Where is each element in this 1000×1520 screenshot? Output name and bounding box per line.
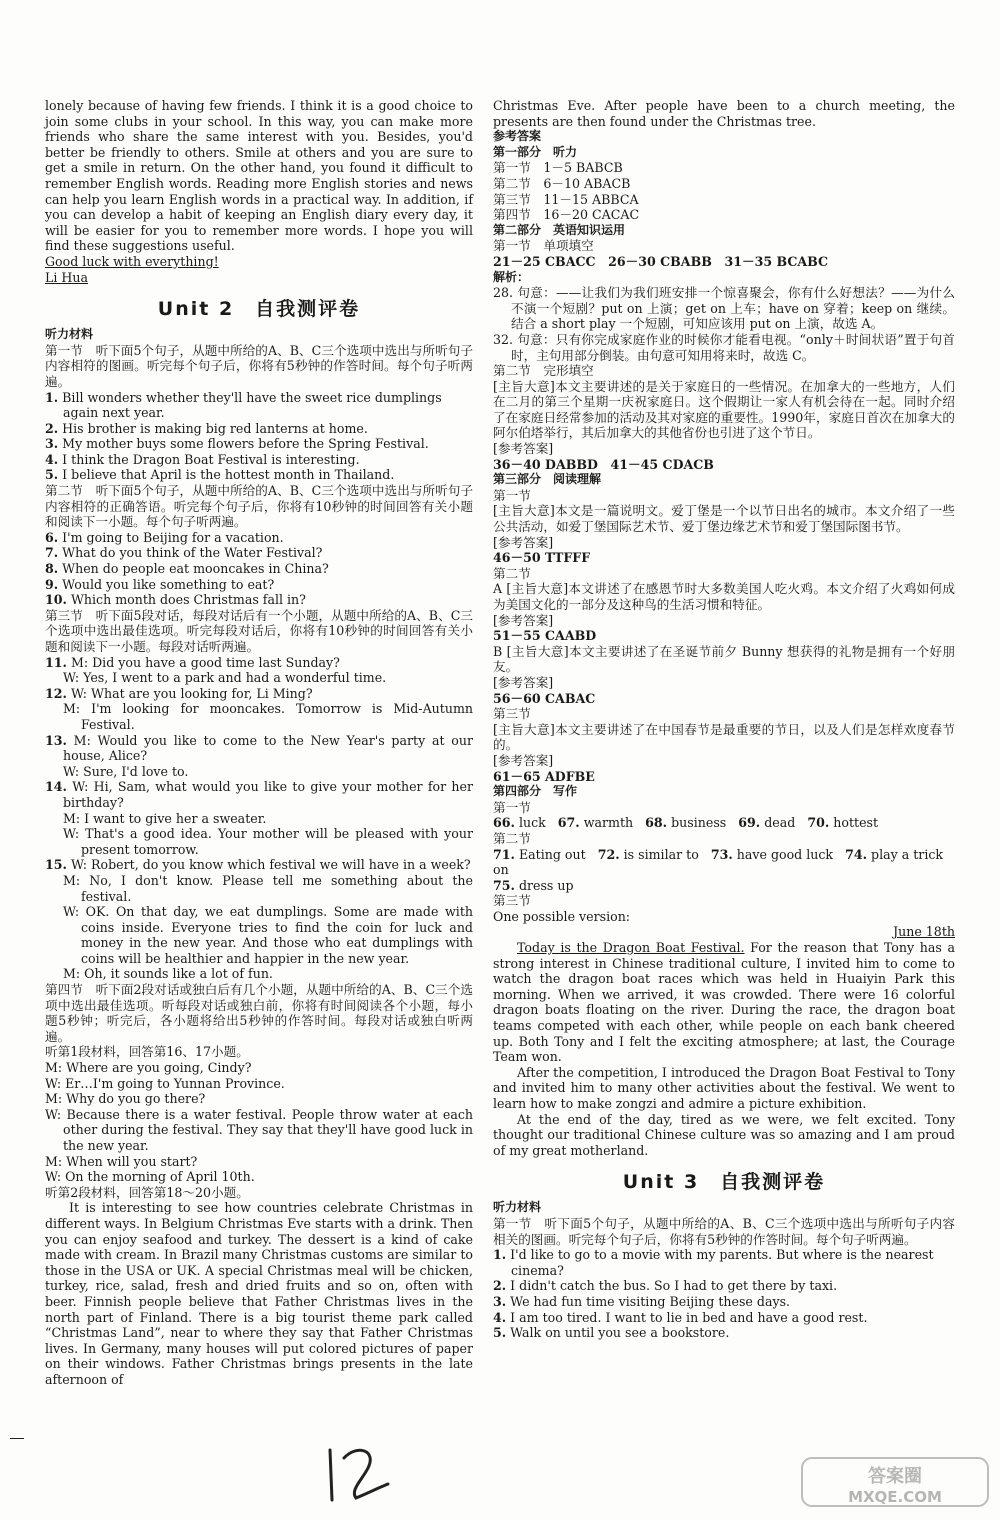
section-label: 第三节 <box>493 706 531 722</box>
left-column <box>45 98 473 1388</box>
answer-line: 第三节 11－15 ABBCA <box>493 191 639 207</box>
dialog-line: W: Because there is a water festival. People throw water at each other during the festival. They say that they'll have good luck in the new year. <box>45 1106 473 1153</box>
cloze-answers: 36－40 DABBD 41－45 CDACB <box>493 456 714 472</box>
section-label: 第一节 <box>493 799 531 815</box>
listening-header: 听力材料 <box>493 1200 542 1215</box>
dialog-line: 11. M: Did you have a good time last Sunday? <box>45 654 340 670</box>
dialog-line: M: I'm looking for mooncakes. Tomorrow is Mid-Autumn Festival. <box>63 701 473 732</box>
readingB-answers: 56－60 CABAC <box>493 690 596 706</box>
handwritten-page-number <box>322 1440 402 1510</box>
dialog-line: 12. W: What are you looking for, Li Ming? <box>45 685 313 701</box>
dialog-line: W: Sure, I'd love to. <box>63 763 189 779</box>
material1-dialog <box>45 1060 473 1185</box>
list-item: 2. I didn't catch the bus. So I had to get there by taxi. <box>493 1278 838 1294</box>
dialog-line: M: Why do you go there? <box>45 1091 206 1107</box>
part-writing: 第四部分 写作 <box>493 784 578 799</box>
reading3-main-idea: [主旨大意]本文主要讲述了在中国春节是最重要的节日，以及人们是怎样欢度春节的。 <box>493 721 955 753</box>
list-item: 4. I think the Dragon Boat Festival is interesting. <box>45 451 360 467</box>
part2-list <box>45 530 473 608</box>
letter-body: lonely because of having few friends. I think it is a good choice to join some clubs in your school. In this way, you can make more friends who share the same interest with you. Besides, you'd better be friendly to others. Smile at others and you are sure to get a smile in return. On the other hand, you found it difficult to remember English words. Reading more English stories and news can help you learn English words in a practical way. In addition, if you can develop a habit of keeping an English diary every day, it will be easier for you to remember more words. I hope you will find these suggestions useful. <box>45 98 473 254</box>
dialog-line: 14. W: Hi, Sam, what would you like to give your mother for her birthday? <box>45 779 473 810</box>
list-item: 6. I'm going to Beijing for a vacation. <box>45 529 284 545</box>
list-item: 5. I believe that April is the hottest month in Thailand. <box>45 467 395 483</box>
answer-line: 第二节 6－10 ABACB <box>493 175 631 191</box>
dialog-line: W: On the morning of April 10th. <box>45 1169 255 1185</box>
dialog-line: M: When will you start? <box>45 1153 198 1169</box>
version-label: One possible version: <box>493 908 631 924</box>
essay-paragraph: Today is the Dragon Boat Festival. For the reason that Tony has a strong interest in Chinese traditional culture, I invited him to come to watch the dragon boat races which was held in Huaiyin Park this morning. When we arrived, it was crowded. There were 16 colorful dragon boats floating on the river. During the race, the dragon boat teams competed with each other, while people on each bank cheered up. Both Tony and I felt the exciting atmosphere; at last, the Courage Team won. <box>493 940 955 1065</box>
part1-instructions: 第一节 听下面5个句子，从题中所给的A、B、C三个选项中选出与所听句子内容相符的图画。听完每个句子后，你将有5秒钟的作答时间。每个句子听两遍。 <box>45 342 473 389</box>
list-item: 10. Which month does Christmas fall in? <box>45 592 306 608</box>
reading3-answers: 61－65 ADFBE <box>493 768 595 784</box>
dialog-line: M: No, I don't know. Please tell me something about the festival. <box>63 872 473 904</box>
cloze-main-idea: [主旨大意]本文主要讲述的是关于家庭日的一些情况。在加拿大的一些地方，人们在二月的第三个星期一庆祝家庭日。这个假期让一家人有机会待在一起。同时介绍了在家庭日经常参加的活动及其对家庭的重要性。1990年，家庭日首次在加拿大的阿尔伯塔举行，其后加拿大的其他省份也引进了这个节日。 <box>493 378 955 441</box>
mc-answers: 21－25 CBACC 26－30 CBABB 31－35 BCABC <box>493 253 829 269</box>
section-label: 第二节 完形填空 <box>493 363 594 379</box>
note-32: 32. 句意：只有你完成家庭作业的时候你才能看电视。“only＋时间状语”置于句首时，主句用部分倒装。由句意可知用将来时，故选 C。 <box>493 331 955 363</box>
readingA-main-idea: A [主旨大意]本文讲述了在感恩节时大多数美国人吃火鸡。本文介绍了火鸡如何成为美国文化的一部分及这种鸟的生活习惯和特征。 <box>493 581 955 612</box>
list-item: 2. His brother is making big red lanterns at home. <box>45 420 368 436</box>
essay-paragraph: At the end of the day, tired as we were, we felt excited. Tony thought our traditional Chinese culture was so amazing and I am proud of my great motherland. <box>493 1111 955 1158</box>
part4-instructions: 第四节 听下面2段对话或独白后有几个小题，从题中所给的A、B、C三个选项中选出最佳选项。听每段对话或独白前，你将有时间阅读各个小题，每小题5秒钟；听完后，各小题将给出5秒钟的作答时间。每段对话或独白听两遍。 <box>45 982 473 1044</box>
dialog-line: W: Er…I'm going to Yunnan Province. <box>45 1075 285 1091</box>
section-label: 第三节 <box>493 893 531 909</box>
part1-list <box>45 390 473 484</box>
list-item: 3. We had fun time visiting Beijing these days. <box>493 1293 791 1309</box>
part-listening: 第一部分 听力 <box>493 144 578 159</box>
list-item: 1. I'd like to go to a movie with my parents. But where is the nearest cinema? <box>493 1247 934 1278</box>
dialog-line: 13. M: Would you like to come to the New Year's party at our house, Alice? <box>45 732 473 764</box>
dialog-line: 15. W: Robert, do you know which festival we will have in a week? <box>45 857 471 873</box>
material2-header: 听第2段材料，回答第18～20小题。 <box>45 1184 249 1200</box>
answers-header: 参考答案 <box>493 129 542 144</box>
list-item: 5. Walk on until you see a bookstore. <box>493 1325 730 1341</box>
list-item: 7. What do you think of the Water Festival? <box>45 545 323 561</box>
dialog-line: W: That's a good idea. Your mother will be pleased with your present tomorrow. <box>63 826 473 857</box>
part-reading: 第三部分 阅读理解 <box>493 472 602 487</box>
ref-answer-label: [参考答案] <box>493 534 554 550</box>
part2-instructions: 第二节 听下面5个句子，从题中所给的A、B、C三个选项中选出与所听句子内容相符的正确答语。听完每个句子后，你将有10秒钟的时间回答有关小题和阅读下一小题。每个句子听两遍。 <box>45 483 473 530</box>
dialog-line: M: I want to give her a sweater. <box>63 810 267 826</box>
dialog-line: M: Where are you going, Cindy? <box>45 1060 252 1076</box>
ref-answer-label: [参考答案] <box>493 612 554 628</box>
list-item: 8. When do people eat mooncakes in China? <box>45 561 329 577</box>
u3-list <box>493 1247 955 1341</box>
dialog-line: W: Yes, I went to a park and had a wonderful time. <box>63 670 387 686</box>
svg-text:MXQE.COM: MXQE.COM <box>848 1488 942 1506</box>
material2-continued: Christmas Eve. After people have been to a church meeting, the presents are then found under the Christmas tree. <box>493 98 955 129</box>
section-label: 第二节 <box>493 565 531 581</box>
listening-header: 听力材料 <box>45 327 94 342</box>
right-column <box>493 98 955 1341</box>
unit2-title: Unit 2 自我测评卷 <box>157 298 361 321</box>
reading1-answers: 46－50 TTFFF <box>493 550 591 566</box>
writing2-answers-last: 75. dress up <box>493 877 574 893</box>
material2-text: It is interesting to see how countries celebrate Christmas in different ways. In Belgium Christmas Eve starts with a drink. Then you can enjoy seafood and turkey. The dessert is a kind of cake made with cream. In Brazil many Christmas customs are similar to those in the USA or UK. A special Christmas meal will be chicken, turkey, rice, salad, fresh and dried fruits and so on, often with beer. Finnish people believe that Father Christmas lives in the north part of Finland. There is a big tourist theme park called “Christmas Land”, near to where they say that Father Christmas lives. In Germany, many houses will put colored pictures of paper on their windows. Father Christmas brings presents in the late afternoon of <box>45 1200 473 1387</box>
letter-closing: Good luck with everything! <box>45 253 219 269</box>
reading1-main-idea: [主旨大意]本文是一篇说明文。爱丁堡是一个以节日出名的城市。本文介绍了一些公共活动，如爱丁堡国际艺术节、爱丁堡边缘艺术节和爱丁堡国际图书节。 <box>493 503 955 535</box>
writing1-answers: 66. luck 67. warmth 68. business 69. dead 70. hottest <box>493 815 879 831</box>
section-label: 第一节 <box>493 487 531 503</box>
analysis-label: 解析： <box>493 269 530 284</box>
note-28: 28. 句意：——让我们为我们班安排一个惊喜聚会，你有什么好想法？——为什么不演一个短剧？put on 上演；get on 上车；have on 穿着；keep on 继续。结合 a short play 一个短剧，可知应该用 put on 上演，故选 A。 <box>493 285 955 332</box>
u3-instructions: 第一节 听下面5个句子，从题中所给的A、B、C三个选项中选出与所听句子内容相关的图画。听完每个句子后，你将有5秒钟的作答时间。每个句子听两遍。 <box>493 1215 955 1247</box>
list-item: 4. I am too tired. I want to lie in bed and have a good rest. <box>493 1309 868 1325</box>
answer-line: 第四节 16－20 CACAC <box>493 207 640 223</box>
list-item: 9. Would you like something to eat? <box>45 576 275 592</box>
margin-tick <box>10 1438 24 1439</box>
answer-line: 第一节 1－5 BABCB <box>493 160 623 176</box>
watermark-logo <box>800 1452 990 1512</box>
letter-signature: Li Hua <box>45 269 88 285</box>
ref-answer-label: [参考答案] <box>493 441 554 457</box>
essay-paragraph: After the competition, I introduced the Dragon Boat Festival to Tony and invited him to many other activities about the festival. We went to learn how to make zongzi and admire a picture exhibition. <box>493 1064 955 1111</box>
unit3-title: Unit 3 自我测评卷 <box>622 1171 826 1194</box>
ref-answer-label: [参考答案] <box>493 674 554 690</box>
list-item: 1. Bill wonders whether they'll have the sweet rice dumplings again next year. <box>45 389 442 421</box>
dialog-line: M: Oh, it sounds like a lot of fun. <box>63 966 273 982</box>
material1-header: 听第1段材料，回答第16、17小题。 <box>45 1044 249 1060</box>
part-knowledge: 第二部分 英语知识运用 <box>493 222 626 237</box>
part3-instructions: 第三节 听下面5段对话，每段对话后有一个小题，从题中所给的A、B、C三个选项中选出最佳选项。听完每段对话后，你将有10秒钟的时间回答有关小题和阅读下一小题。每段对话听两遍。 <box>45 607 473 654</box>
section-label: 第一节 单项填空 <box>493 238 594 254</box>
essay-date: June 18th <box>893 924 955 940</box>
readingB-main-idea: B [主旨大意]本文主要讲述了在圣诞节前夕 Bunny 想获得的礼物是拥有一个好朋友。 <box>493 643 955 675</box>
part3-dialogs <box>45 655 473 982</box>
svg-text:答案圈: 答案圈 <box>868 1466 922 1487</box>
svg-text:12: 12 <box>322 1440 324 1441</box>
writing2-answers: 71. Eating out 72. is similar to 73. have good luck 74. play a trick on <box>493 846 944 878</box>
section-label: 第二节 <box>493 830 531 846</box>
ref-answer-label: [参考答案] <box>493 752 554 768</box>
readingA-answers: 51－55 CAABD <box>493 628 597 644</box>
list-item: 3. My mother buys some flowers before the Spring Festival. <box>45 436 429 452</box>
dialog-line: W: OK. On that day, we eat dumplings. Some are made with coins inside. Everyone tries to find the coin for luck and money in the new year. And those who eat dumplings with coins will be healthier and happier in the new year. <box>63 904 473 966</box>
